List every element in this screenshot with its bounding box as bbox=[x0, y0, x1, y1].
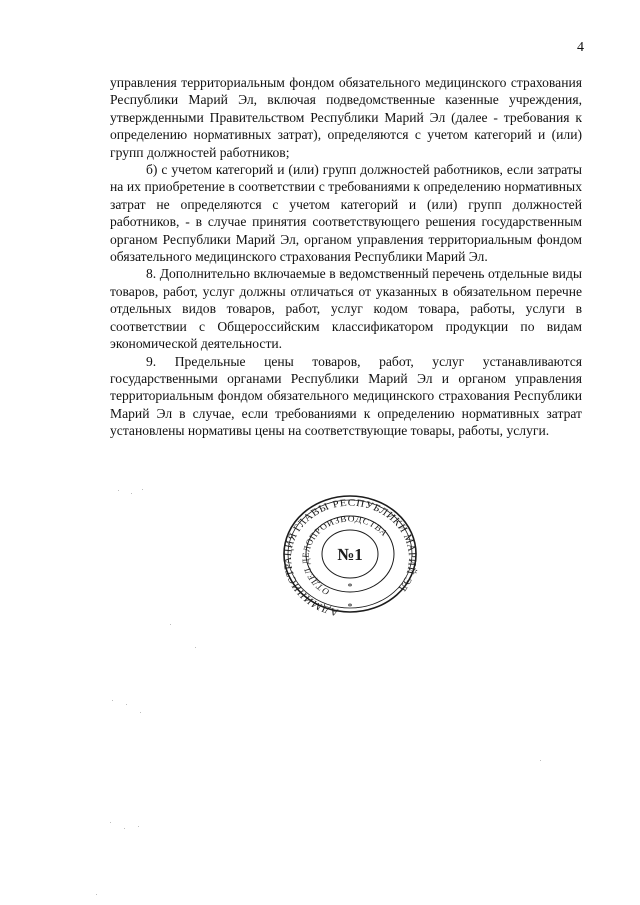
seal-outer-text: АДМИНИСТРАЦИЯ ГЛАВЫ РЕСПУБЛИКИ МАРИЙ ЭЛ bbox=[282, 498, 418, 618]
official-seal bbox=[270, 490, 430, 618]
seal-star-inner: * bbox=[347, 582, 353, 593]
page-number: 4 bbox=[577, 40, 584, 55]
seal-number: №1 bbox=[337, 545, 363, 564]
seal-star-outer: * bbox=[347, 602, 353, 613]
seal-graphic bbox=[270, 490, 430, 618]
paragraph-b: б) с учетом категорий и (или) групп должностей работников, если затраты на их приобретение в соответствии с требованиями к определению нормативных затрат не определяются с учетом категорий и (или) групп должностей работников, - в случае принятия соответствующего решения государственным органом Республики Марий Эл, органом управления территориальным фондом обязательного медицинского страхования Республики Марий Эл. bbox=[110, 162, 582, 265]
document-body bbox=[110, 74, 582, 440]
seal-inner-text: ОТДЕЛ ДЕЛОПРОИЗВОДСТВА bbox=[300, 513, 391, 597]
paragraph-9: 9. Предельные цены товаров, работ, услуг устанавливаются государственными органами Республики Марий Эл и органом управления территориальным фондом обязательного медицинского страхования Республики Марий Эл в случае, если требованиями к определению нормативных затрат установлены нормативы цены на соответствующие товары, работы, услуги. bbox=[110, 353, 582, 439]
paragraph-continuation: управления территориальным фондом обязательного медицинского страхования Республики Марий Эл, включая подведомственные казенные учреждения, утвержденными Правительством Республики Марий Эл (далее - требования к определению нормативных затрат), определяются с учетом категорий и (или) групп должностей работников; bbox=[110, 75, 582, 160]
paragraph-8: 8. Дополнительно включаемые в ведомственный перечень отдельные виды товаров, работ, услуг должны отличаться от указанных в обязательном перечне отдельных видов товаров, работ, услуг кодом товара, работы, услуги в соответствии с Общероссийским классификатором продукции по видам экономической деятельности. bbox=[110, 266, 582, 352]
